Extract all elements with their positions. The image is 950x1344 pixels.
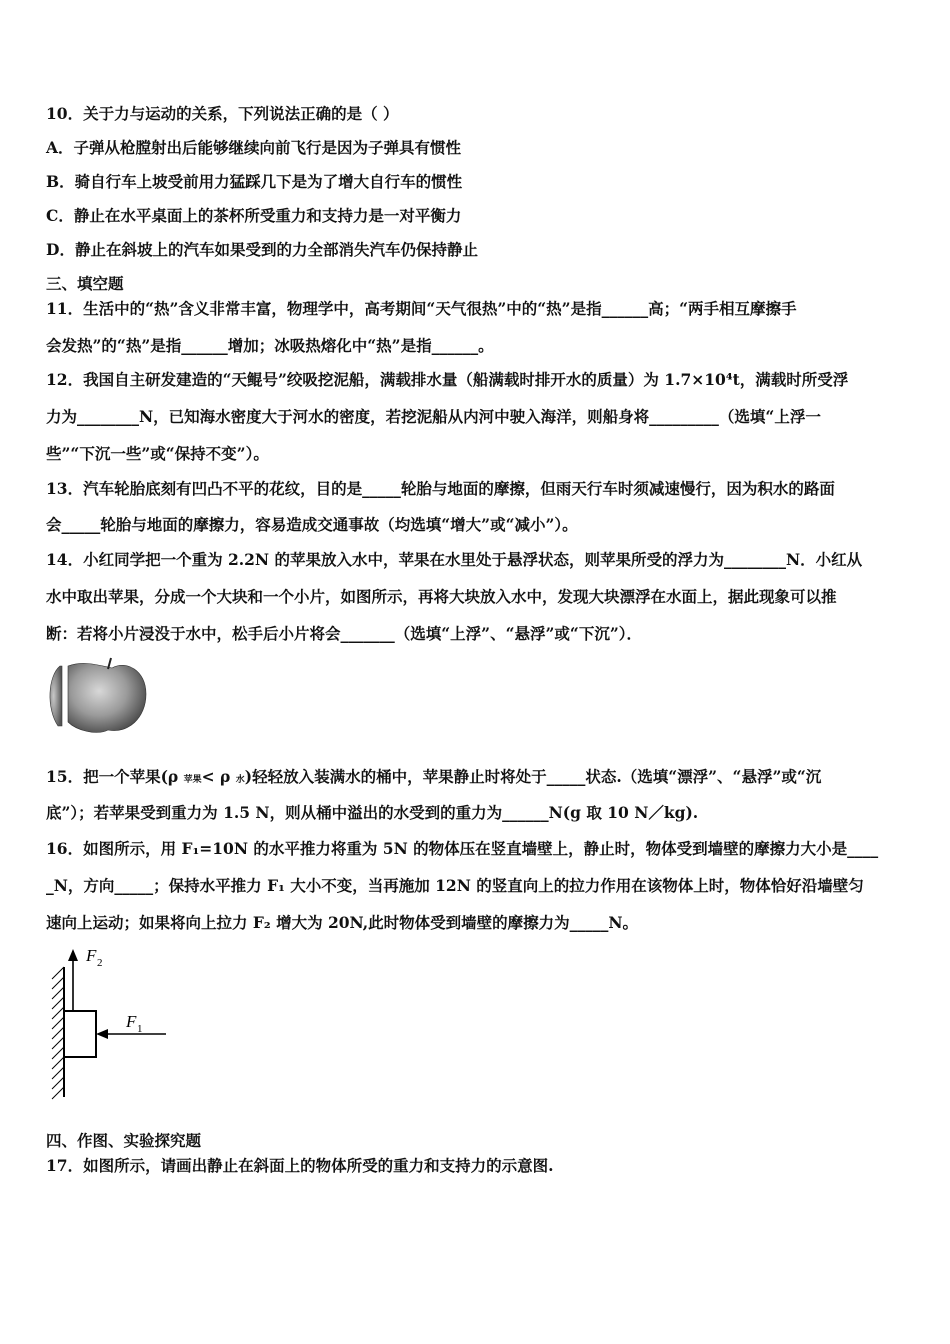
q13-line2: 会_____轮胎与地面的摩擦力，容易造成交通事故（均选填“增大”或“减小”）。 xyxy=(46,515,578,534)
section-fill-blank-heading: 三、填空题 xyxy=(46,274,124,293)
q17-text: 17．如图所示，请画出静止在斜面上的物体所受的重力和支持力的示意图. xyxy=(46,1156,554,1175)
q12-line2: 力为________N，已知海水密度大于河水的密度，若挖泥船从内河中驶入海洋，则船身将_________（选填“上浮一 xyxy=(46,407,821,426)
f2-label: F xyxy=(86,946,97,965)
q15-line1: 15．把一个苹果(ρ 苹果< ρ 水)轻轻放入装满水的桶中，苹果静止时将处于_____状态.（选填“漂浮”、“悬浮”或“沉 xyxy=(46,767,822,786)
f1-label: F xyxy=(126,1012,137,1031)
q11-line1: 11．生活中的“热”含义非常丰富，物理学中，高考期间“天气很热”中的“热”是指______高；“两手相互摩擦手 xyxy=(46,299,797,318)
q16-line3: 速向上运动；如果将向上拉力 F₂ 增大为 20N,此时物体受到墙壁的摩擦力为_____N。 xyxy=(46,913,639,932)
apple-figure xyxy=(46,656,156,736)
q14-line3: 断：若将小片浸没于水中，松手后小片将会_______（选填“上浮”、“悬浮”或“下沉”）． xyxy=(46,624,642,643)
q14-line2: 水中取出苹果，分成一个大块和一个小片，如图所示，再将大块放入水中，发现大块漂浮在水面上，据此现象可以推 xyxy=(46,587,837,606)
q16-line2: _N，方向_____；保持水平推力 F₁ 大小不变，当再施加 12N 的竖直向上的拉力作用在该物体上时，物体恰好沿墙壁匀 xyxy=(46,876,864,895)
apple-slice xyxy=(50,666,62,726)
q15-line2: 底”）；若苹果受到重力为 1.5 N，则从桶中溢出的水受到的重力为______N(g 取 10 N／kg). xyxy=(46,803,699,822)
q13-line1: 13．汽车轮胎底刻有凹凸不平的花纹，目的是_____轮胎与地面的摩擦，但雨天行车时须减速慢行，因为积水的路面 xyxy=(46,479,835,498)
q12-line1: 12．我国自主研发建造的“天鲲号”绞吸挖泥船，满载排水量（船满载时排开水的质量）为 1.7×10⁴t，满载时所受浮 xyxy=(46,370,849,389)
f1-subscript: 1 xyxy=(137,1023,143,1035)
apple-chunk xyxy=(68,663,146,732)
q12-line3: 些”“下沉一些”或“保持不变”）。 xyxy=(46,444,269,463)
f2-subscript: 2 xyxy=(97,957,103,969)
q10-option-d: D．静止在斜坡上的汽车如果受到的力全部消失汽车仍保持静止 xyxy=(46,240,478,259)
q16-line1: 16．如图所示，用 F₁=10N 的水平推力将重为 5N 的物体压在竖直墙壁上，静止时，物体受到墙壁的摩擦力大小是____ xyxy=(46,839,879,858)
q10-stem: 10．关于力与运动的关系，下列说法正确的是（ ） xyxy=(46,104,399,123)
q10-option-c: C．静止在水平桌面上的茶杯所受重力和支持力是一对平衡力 xyxy=(46,206,462,225)
block xyxy=(64,1011,96,1057)
section-drawing-heading: 四、作图、实验探究题 xyxy=(46,1131,202,1150)
force-wall-figure xyxy=(40,945,180,1100)
q11-line2: 会发热”的“热”是指______增加；冰吸热熔化中“热”是指______。 xyxy=(46,336,494,355)
q14-line1: 14．小红同学把一个重为 2.2N 的苹果放入水中，苹果在水里处于悬浮状态，则苹果所受的浮力为________N．小红从 xyxy=(46,550,863,569)
q10-option-b: B．骑自行车上坡受前用力猛踩几下是为了增大自行车的惯性 xyxy=(46,172,463,191)
q10-option-a: A．子弹从枪膛射出后能够继续向前飞行是因为子弹具有惯性 xyxy=(46,138,462,157)
